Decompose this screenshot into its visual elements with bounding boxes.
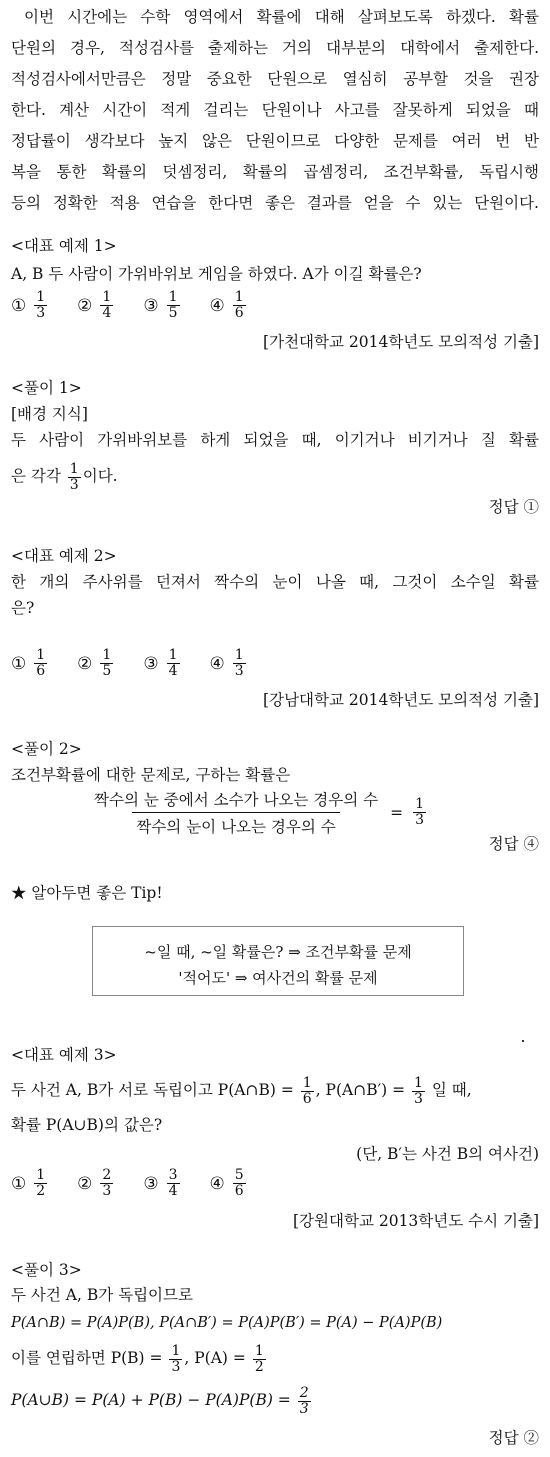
- text: , P(A∩B′) =: [315, 1081, 406, 1099]
- conditional-probability-formula: [90, 788, 428, 837]
- option-fraction: [233, 1168, 246, 1199]
- option-fraction: [233, 290, 246, 321]
- denominator: 2: [36, 1183, 46, 1199]
- tip-title: ★ 알아두면 좋은 Tip!: [11, 884, 163, 902]
- example-2-heading: <대표 예제 2>: [11, 547, 117, 565]
- option-mark: ④: [209, 653, 225, 674]
- numerator: 1: [36, 1167, 46, 1183]
- equals-sign: =: [390, 803, 404, 822]
- example-1-options: [11, 290, 248, 321]
- numerator: 5: [234, 1167, 244, 1183]
- denominator: 3: [234, 663, 244, 679]
- example-1-heading: <대표 예제 1>: [11, 237, 117, 255]
- intro-line-5: 정답률이 생각보다 높지 않은 단원이므로 다양한 문제를 여러 번 반: [11, 132, 539, 150]
- example-3-options: [11, 1168, 248, 1199]
- example-2-source: [강남대학교 2014학년도 모의적성 기출]: [263, 691, 539, 709]
- option-mark: ②: [77, 653, 93, 674]
- option: [210, 290, 248, 321]
- denominator: 3: [299, 1400, 309, 1417]
- option-fraction: [100, 648, 113, 679]
- denominator: 2: [254, 1358, 264, 1375]
- example-1-question: A, B 두 사람이 가위바위보 게임을 하였다. A가 이길 확률은?: [11, 265, 422, 283]
- numerator: 1: [69, 460, 79, 477]
- intro-line-3: 적성검사에서만큼은 정말 중요한 단원으로 열심히 공부할 것을 권장: [11, 70, 539, 88]
- denominator: 5: [102, 663, 112, 679]
- option: [77, 648, 115, 679]
- denominator: 6: [36, 663, 46, 679]
- option-mark: ①: [11, 295, 27, 316]
- result-fraction: [413, 797, 426, 828]
- denominator: 3: [36, 305, 46, 321]
- denominator: 6: [302, 1090, 312, 1107]
- option-mark: ④: [209, 295, 225, 316]
- option-fraction: [34, 290, 47, 321]
- option-mark: ①: [11, 653, 27, 674]
- stray-dot: [522, 1040, 524, 1042]
- example-1-source: [가천대학교 2014학년도 모의적성 기출]: [263, 333, 539, 351]
- solution-1-heading: <풀이 1>: [11, 379, 82, 397]
- option-mark: ②: [77, 295, 93, 316]
- example-3-question-1: [11, 1072, 539, 1108]
- option-fraction: [34, 1168, 47, 1199]
- denominator: 3: [414, 1090, 423, 1107]
- denominator: 4: [102, 305, 112, 321]
- solution-1-line-1: 두 사람이 가위바위보를 하게 되었을 때, 이기거나 비기거나 질 확률: [11, 431, 539, 449]
- text: 이다.: [82, 467, 118, 485]
- solution-1-subheading: [배경 지식]: [11, 405, 88, 423]
- fraction: [412, 1076, 425, 1107]
- solution-2-line-1: 조건부확률에 대한 문제로, 구하는 확률은: [11, 766, 291, 784]
- numerator: 2: [299, 1384, 309, 1401]
- numerator: 1: [171, 1342, 181, 1359]
- example-2-question-2: 은?: [11, 599, 35, 617]
- denominator: 3: [415, 812, 425, 828]
- solution-1-line-2: [11, 458, 539, 494]
- numerator: 1: [102, 289, 112, 305]
- tip-box: [92, 926, 464, 996]
- text: P(A∪B) = P(A) + P(B) − P(A)P(B) =: [11, 1391, 291, 1409]
- denominator: 6: [234, 1183, 244, 1199]
- numerator: 1: [415, 796, 425, 812]
- denominator: 3: [69, 476, 79, 493]
- text: 은 각각: [11, 467, 61, 485]
- example-3-source: [강원대학교 2013학년도 수시 기출]: [293, 1212, 539, 1230]
- intro-line-2: 단원의 경우, 적성검사를 출제하는 거의 대부분의 대학에서 출제한다.: [11, 39, 539, 57]
- solution-3-line-2: P(A∩B) = P(A)P(B), P(A∩B′) = P(A)P(B′) = P(A) − P(A)P(B): [11, 1315, 443, 1331]
- solution-3-heading: <풀이 3>: [11, 1261, 82, 1279]
- numerator: 1: [168, 647, 178, 663]
- text: , P(A) =: [184, 1349, 246, 1367]
- option-fraction: [100, 290, 113, 321]
- text: 이를 연립하면 P(B) =: [11, 1349, 163, 1367]
- numerator: 1: [234, 647, 244, 663]
- option-mark: ③: [143, 1173, 159, 1194]
- numerator: 2: [102, 1167, 112, 1183]
- numerator: 1: [254, 1342, 264, 1359]
- denominator: 3: [171, 1358, 181, 1375]
- solution-3-line-1: 두 사건 A, B가 독립이므로: [11, 1286, 193, 1304]
- solution-2-heading: <풀이 2>: [11, 740, 82, 758]
- option-fraction: [167, 290, 180, 321]
- denominator: 3: [102, 1183, 112, 1199]
- option: [210, 1168, 248, 1199]
- option-mark: ④: [209, 1173, 225, 1194]
- denominator: 4: [168, 1183, 178, 1199]
- text: 일 때,: [431, 1081, 472, 1099]
- intro-line-6: 복을 통한 확률의 덧셈정리, 확률의 곱셈정리, 조건부확률, 독립시행: [11, 163, 539, 181]
- option-fraction: [34, 648, 47, 679]
- solution-1-answer: 정답 ①: [488, 498, 539, 516]
- option: [143, 648, 181, 679]
- example-2-question-1: 한 개의 주사위를 던져서 짝수의 눈이 나올 때, 그것이 소수일 확률: [11, 573, 539, 591]
- numerator: 1: [168, 289, 178, 305]
- solution-3-line-4: [11, 1382, 539, 1418]
- numerator: 1: [414, 1074, 423, 1091]
- option: [143, 1168, 181, 1199]
- example-2-options: [11, 648, 248, 679]
- fraction: [68, 462, 81, 493]
- option: [11, 290, 49, 321]
- example-3-question-2: 확률 P(A∪B)의 값은?: [11, 1116, 163, 1134]
- word-fraction: [90, 788, 382, 837]
- numerator: 1: [302, 1074, 312, 1091]
- option-mark: ①: [11, 1173, 27, 1194]
- solution-2-answer: 정답 ④: [488, 835, 539, 853]
- tip-line-1: ~일 때, ~일 확률은? ⇒ 조건부확률 문제: [144, 943, 412, 961]
- fraction: [301, 1076, 314, 1107]
- option-fraction: [100, 1168, 113, 1199]
- example-3-note: (단, B′는 사건 B의 여사건): [356, 1145, 539, 1163]
- denominator: 짝수의 눈이 나오는 경우의 수: [132, 812, 339, 837]
- intro-line-4: 한다. 계산 시간이 적게 걸리는 단원이나 사고를 잘못하게 되었을 때: [11, 101, 539, 119]
- option: [77, 290, 115, 321]
- tip-line-2: '적어도' ⇒ 여사건의 확률 문제: [178, 969, 378, 987]
- denominator: 4: [168, 663, 178, 679]
- option: [77, 1168, 115, 1199]
- numerator: 1: [36, 289, 46, 305]
- option-fraction: [233, 648, 246, 679]
- numerator: 1: [36, 647, 46, 663]
- fraction: [253, 1344, 266, 1375]
- intro-line-7: 등의 정확한 적용 연습을 한다면 좋은 결과를 얻을 수 있는 단원이다.: [11, 194, 539, 212]
- numerator: 1: [234, 289, 244, 305]
- fraction: [169, 1344, 182, 1375]
- option-fraction: [167, 1168, 180, 1199]
- option: [11, 648, 49, 679]
- numerator: 3: [168, 1167, 178, 1183]
- option: [11, 1168, 49, 1199]
- text: 두 사건 A, B가 서로 독립이고 P(A∩B) =: [11, 1081, 294, 1099]
- option-mark: ③: [143, 295, 159, 316]
- option: [143, 290, 181, 321]
- option-fraction: [167, 648, 180, 679]
- option-mark: ②: [77, 1173, 93, 1194]
- intro-line-1: 이번 시간에는 수학 영역에서 확률에 대해 살펴보도록 하겠다. 확률: [24, 8, 539, 26]
- example-3-heading: <대표 예제 3>: [11, 1046, 117, 1064]
- denominator: 6: [234, 305, 244, 321]
- solution-3-answer: 정답 ②: [488, 1429, 539, 1447]
- fraction: [298, 1386, 311, 1417]
- numerator: 짝수의 눈 중에서 소수가 나오는 경우의 수: [94, 791, 379, 809]
- option-mark: ③: [143, 653, 159, 674]
- solution-3-line-3: [11, 1340, 539, 1376]
- denominator: 5: [168, 305, 178, 321]
- option: [210, 648, 248, 679]
- numerator: 1: [102, 647, 112, 663]
